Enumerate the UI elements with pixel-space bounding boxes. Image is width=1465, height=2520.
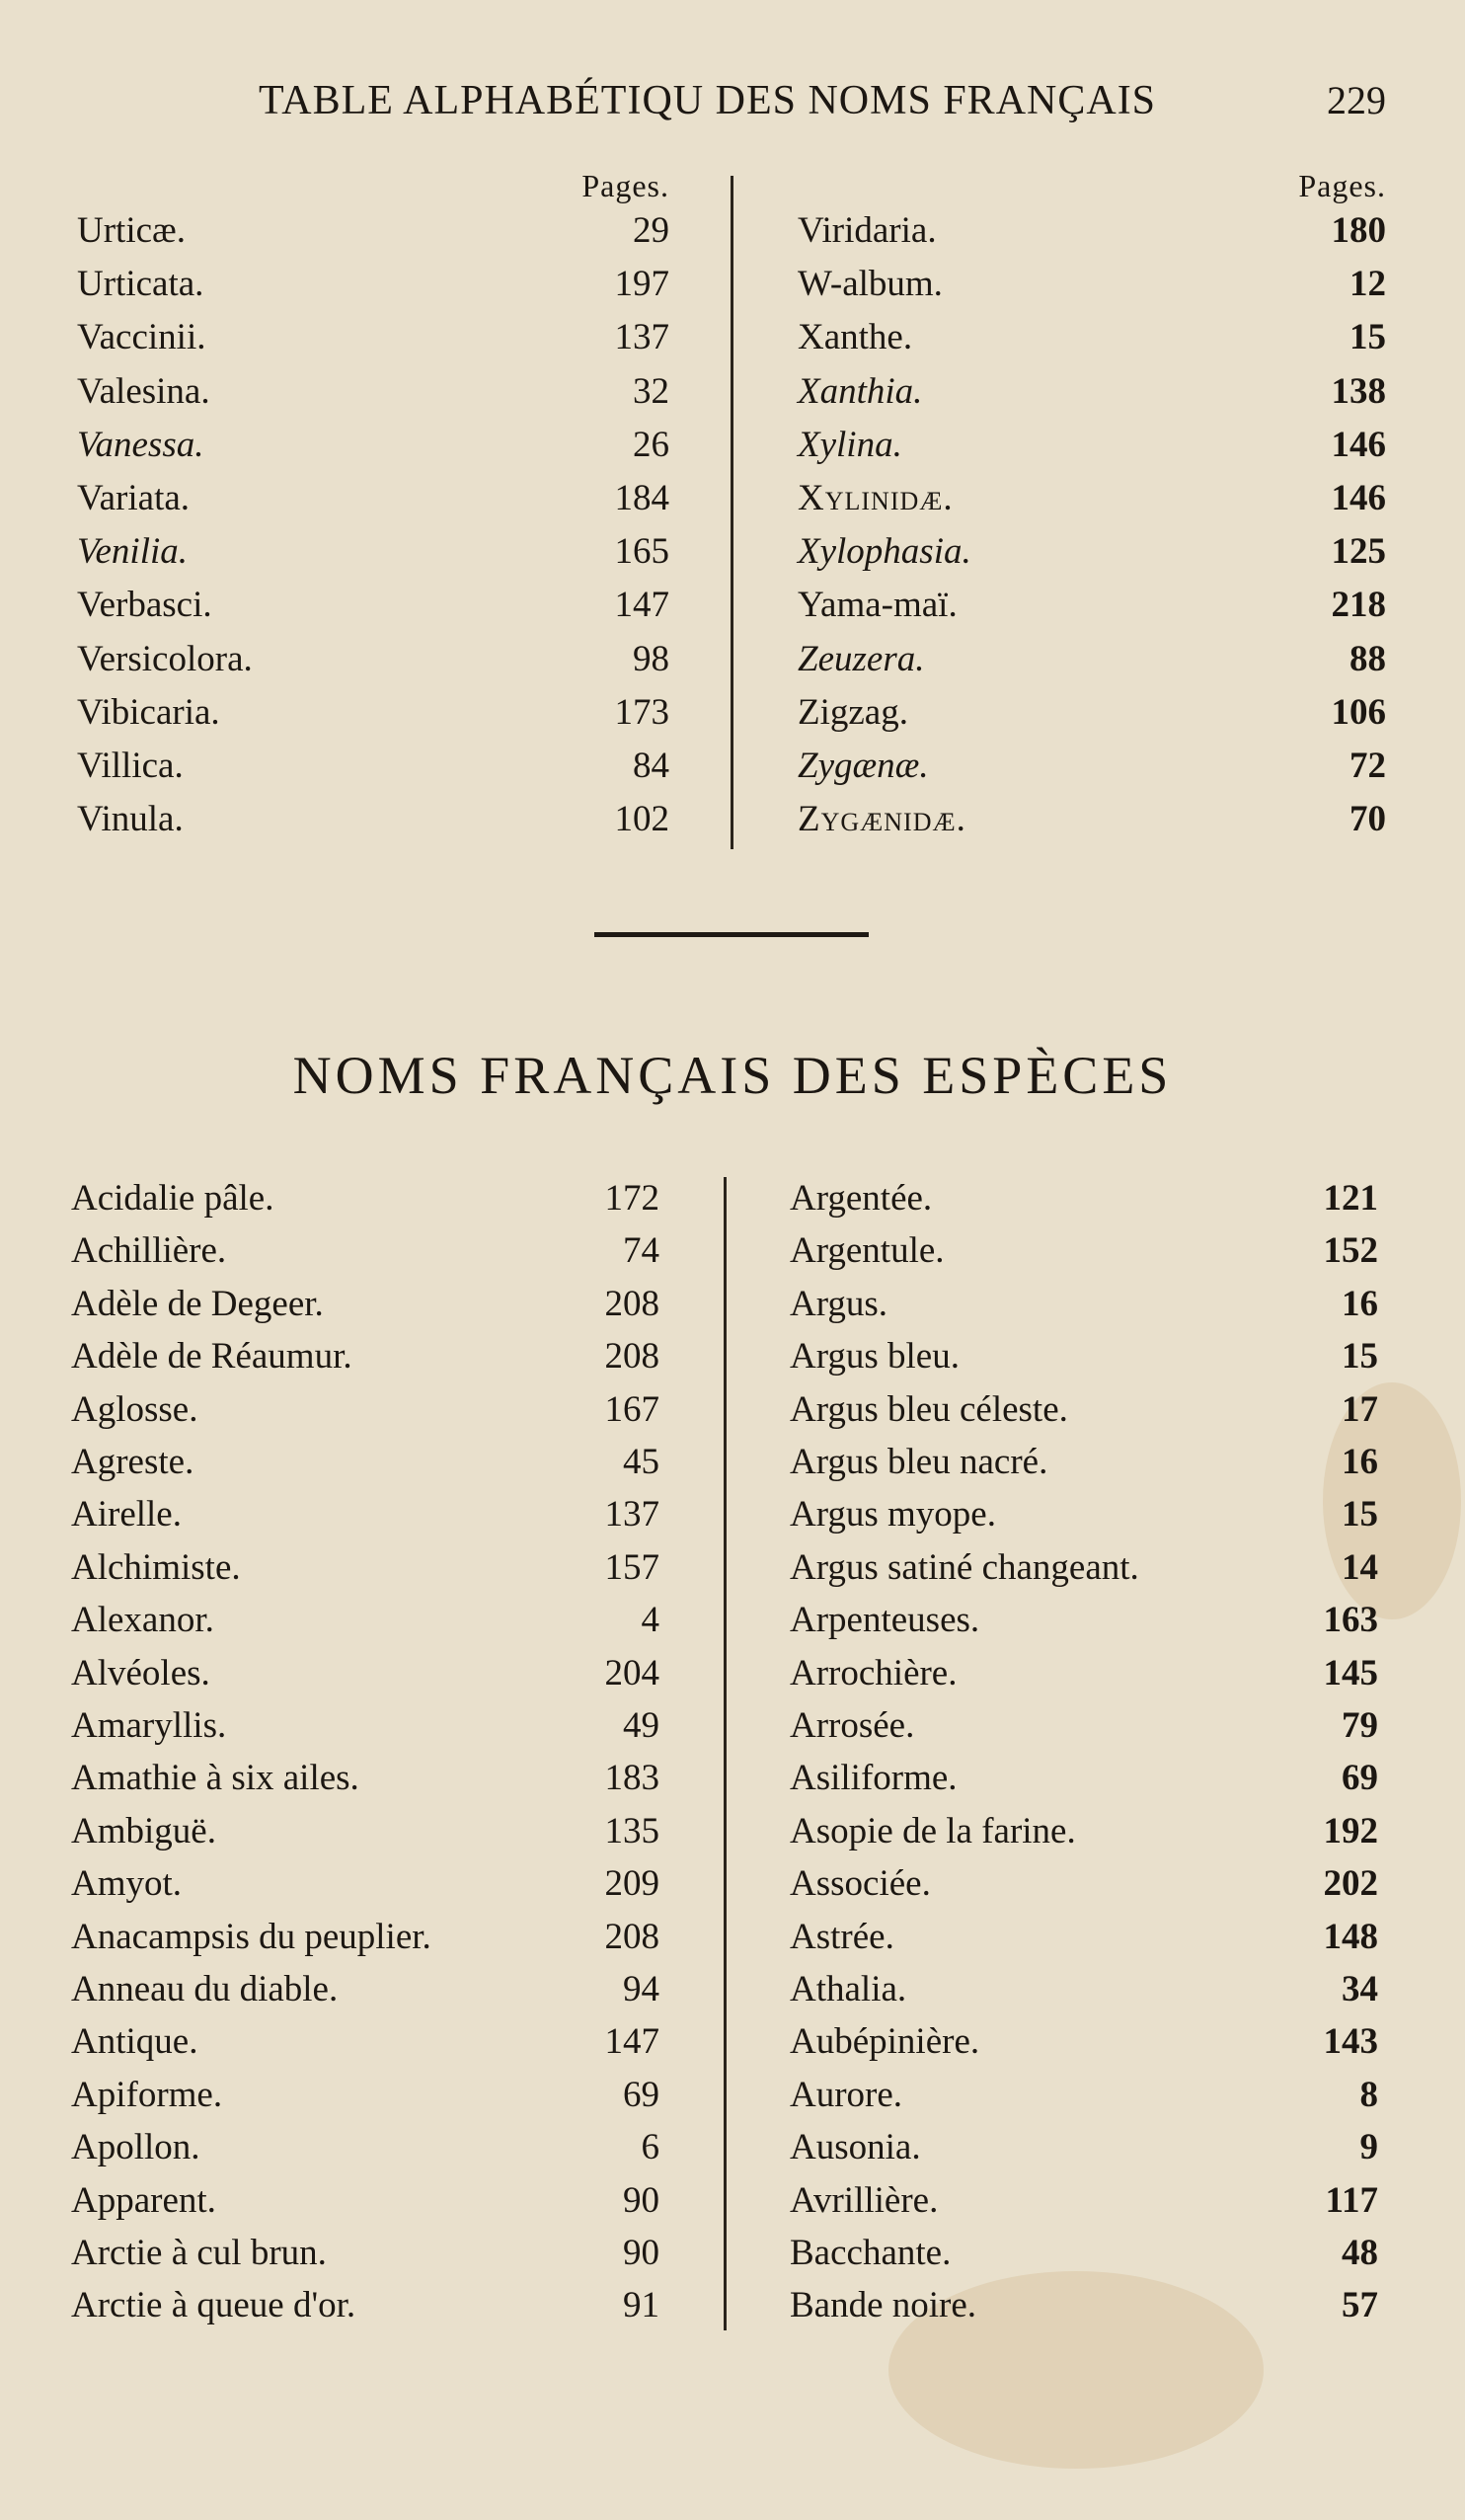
entry-name: Vanessa. bbox=[77, 424, 204, 465]
top-table-right-column bbox=[798, 168, 1386, 859]
index-entry bbox=[71, 1599, 659, 1652]
entry-page-number: 121 bbox=[1323, 1178, 1378, 1219]
entry-name: Bacchante. bbox=[790, 2233, 952, 2273]
index-entry bbox=[790, 2074, 1378, 2127]
entry-name: Acidalie pâle. bbox=[71, 1178, 274, 1219]
entry-name: Ambiguë. bbox=[71, 1810, 216, 1851]
index-entry bbox=[790, 2232, 1378, 2285]
entry-name: Aglosse. bbox=[71, 1388, 198, 1430]
entry-name: Adèle de Degeer. bbox=[71, 1283, 324, 1324]
entry-name: Urticæ. bbox=[77, 210, 186, 251]
entry-page-number: 147 bbox=[614, 585, 669, 626]
entry-page-number: 143 bbox=[1323, 2021, 1378, 2063]
entry-page-number: 146 bbox=[1331, 478, 1386, 518]
entry-page-number: 125 bbox=[1331, 531, 1386, 573]
index-entry bbox=[790, 1968, 1378, 2021]
index-entry bbox=[790, 1704, 1378, 1758]
entry-page-number: 15 bbox=[1342, 1494, 1378, 1536]
entry-name: Aurore. bbox=[790, 2074, 903, 2115]
entry-name: Vinula. bbox=[77, 799, 184, 840]
entry-page-number: 69 bbox=[1342, 1758, 1378, 1799]
index-entry bbox=[798, 691, 1386, 745]
entry-name: Xylophasia. bbox=[798, 531, 971, 573]
entry-name: Argus bleu céleste. bbox=[790, 1388, 1068, 1430]
entry-page-number: 8 bbox=[1359, 2074, 1378, 2115]
entry-page-number: 145 bbox=[1323, 1652, 1378, 1693]
entry-page-number: 157 bbox=[604, 1546, 659, 1588]
entry-page-number: 91 bbox=[623, 2285, 659, 2326]
entry-name: Asopie de la farine. bbox=[790, 1810, 1076, 1851]
index-entry bbox=[77, 530, 669, 584]
entry-name: Zygænæ. bbox=[798, 746, 929, 786]
index-entry bbox=[71, 1757, 659, 1810]
entry-name: Argus bleu. bbox=[790, 1336, 960, 1378]
index-entry bbox=[790, 2126, 1378, 2179]
entry-name: Xylinidæ. bbox=[798, 478, 954, 518]
index-entry bbox=[798, 263, 1386, 316]
index-entry bbox=[77, 370, 669, 424]
index-entry bbox=[798, 798, 1386, 851]
entry-name: Apollon. bbox=[71, 2127, 200, 2168]
index-entry bbox=[798, 638, 1386, 691]
running-header bbox=[0, 77, 1465, 146]
pages-label: Pages. bbox=[581, 168, 669, 203]
entry-page-number: 72 bbox=[1349, 746, 1386, 786]
entry-name: Xylina. bbox=[798, 424, 902, 465]
running-title: TABLE ALPHABÉTIQU DES NOMS FRANÇAIS bbox=[259, 78, 1157, 123]
entry-name: Bande noire. bbox=[790, 2285, 977, 2326]
entry-page-number: 137 bbox=[614, 317, 669, 358]
index-entry bbox=[790, 2284, 1378, 2337]
index-entry bbox=[790, 1335, 1378, 1388]
entry-page-number: 148 bbox=[1323, 1916, 1378, 1957]
index-entry bbox=[798, 424, 1386, 477]
entry-page-number: 57 bbox=[1342, 2285, 1378, 2326]
entry-page-number: 90 bbox=[623, 2233, 659, 2273]
index-entry bbox=[790, 1599, 1378, 1652]
entry-name: Athalia. bbox=[790, 1969, 907, 2009]
bottom-column-divider bbox=[724, 1177, 727, 2330]
entry-name: W-album. bbox=[798, 264, 943, 305]
entry-name: Vibicaria. bbox=[77, 691, 220, 733]
entry-name: Zygænidæ. bbox=[798, 799, 966, 840]
entry-page-number: 26 bbox=[633, 424, 669, 465]
pages-label: Pages. bbox=[1298, 168, 1386, 203]
entry-name: Versicolora. bbox=[77, 638, 253, 679]
entry-page-number: 218 bbox=[1331, 585, 1386, 626]
entry-page-number: 209 bbox=[604, 1863, 659, 1905]
entry-name: Argus satiné changeant. bbox=[790, 1546, 1139, 1588]
entry-page-number: 172 bbox=[604, 1178, 659, 1219]
index-entry bbox=[790, 2179, 1378, 2233]
entry-name: Antique. bbox=[71, 2021, 198, 2063]
entry-page-number: 94 bbox=[623, 1969, 659, 2009]
index-entry bbox=[71, 1388, 659, 1442]
entry-name: Arpenteuses. bbox=[790, 1600, 980, 1641]
entry-name: Argus. bbox=[790, 1283, 888, 1324]
entry-page-number: 15 bbox=[1349, 317, 1386, 358]
index-entry bbox=[790, 1652, 1378, 1705]
index-entry bbox=[790, 1283, 1378, 1336]
entry-page-number: 138 bbox=[1331, 370, 1386, 412]
entry-name: Alvéoles. bbox=[71, 1652, 210, 1693]
entry-page-number: 102 bbox=[614, 799, 669, 840]
entry-page-number: 16 bbox=[1342, 1283, 1378, 1324]
entry-page-number: 197 bbox=[614, 264, 669, 305]
index-entry bbox=[77, 691, 669, 745]
index-entry bbox=[77, 263, 669, 316]
index-entry bbox=[77, 209, 669, 263]
entry-name: Astrée. bbox=[790, 1916, 894, 1957]
entry-name: Verbasci. bbox=[77, 585, 212, 626]
entry-name: Urticata. bbox=[77, 264, 204, 305]
entry-name: Amaryllis. bbox=[71, 1705, 227, 1746]
entry-page-number: 147 bbox=[604, 2021, 659, 2063]
index-entry bbox=[798, 370, 1386, 424]
index-entry bbox=[790, 1862, 1378, 1916]
entry-name: Variata. bbox=[77, 478, 191, 518]
entry-page-number: 29 bbox=[633, 210, 669, 251]
entry-name: Anneau du diable. bbox=[71, 1969, 339, 2009]
entry-name: Arrochière. bbox=[790, 1652, 958, 1693]
entry-name: Ausonia. bbox=[790, 2127, 921, 2168]
entry-page-number: 4 bbox=[641, 1600, 659, 1641]
entry-name: Amyot. bbox=[71, 1863, 183, 1905]
entry-name: Valesina. bbox=[77, 370, 210, 412]
bottom-table-right-column bbox=[790, 1171, 1378, 2346]
entry-page-number: 137 bbox=[604, 1494, 659, 1536]
entry-name: Avrillière. bbox=[790, 2179, 939, 2221]
entry-name: Agreste. bbox=[71, 1442, 194, 1482]
index-entry bbox=[71, 1968, 659, 2021]
entry-name: Argus bleu nacré. bbox=[790, 1442, 1048, 1482]
index-entry bbox=[71, 2020, 659, 2074]
entry-name: Argentule. bbox=[790, 1230, 945, 1272]
entry-page-number: 208 bbox=[604, 1916, 659, 1957]
entry-name: Argentée. bbox=[790, 1178, 933, 1219]
entry-page-number: 70 bbox=[1349, 799, 1386, 840]
entry-page-number: 152 bbox=[1323, 1230, 1378, 1272]
entry-page-number: 17 bbox=[1342, 1388, 1378, 1430]
entry-page-number: 165 bbox=[614, 531, 669, 573]
entry-name: Arrosée. bbox=[790, 1705, 915, 1746]
index-entry bbox=[798, 530, 1386, 584]
section-title: NOMS FRANÇAIS DES ESPÈCES bbox=[292, 1046, 1173, 1105]
page-number: 229 bbox=[1327, 78, 1386, 122]
index-entry bbox=[790, 1441, 1378, 1494]
top-table-left-column bbox=[77, 168, 669, 859]
index-entry bbox=[798, 316, 1386, 369]
entry-name: Apparent. bbox=[71, 2179, 216, 2221]
entry-name: Zigzag. bbox=[798, 691, 908, 733]
entry-page-number: 49 bbox=[623, 1705, 659, 1746]
entry-page-number: 48 bbox=[1342, 2233, 1378, 2273]
entry-page-number: 45 bbox=[623, 1442, 659, 1482]
index-entry bbox=[790, 1493, 1378, 1546]
entry-page-number: 15 bbox=[1342, 1336, 1378, 1378]
entry-page-number: 202 bbox=[1323, 1863, 1378, 1905]
entry-page-number: 98 bbox=[633, 638, 669, 679]
index-entry bbox=[77, 584, 669, 637]
entry-name: Xanthia. bbox=[798, 370, 923, 412]
entry-name: Yama-maï. bbox=[798, 585, 958, 626]
entry-name: Achillière. bbox=[71, 1230, 227, 1272]
index-entry bbox=[77, 745, 669, 798]
entry-name: Associée. bbox=[790, 1863, 931, 1905]
entry-page-number: 84 bbox=[633, 746, 669, 786]
entry-name: Venilia. bbox=[77, 531, 189, 573]
entry-name: Alexanor. bbox=[71, 1600, 214, 1641]
section-rule bbox=[594, 932, 869, 937]
index-entry bbox=[71, 2074, 659, 2127]
entry-name: Apiforme. bbox=[71, 2074, 223, 2115]
index-entry bbox=[790, 1546, 1378, 1600]
index-entry bbox=[77, 477, 669, 530]
entry-page-number: 9 bbox=[1359, 2127, 1378, 2168]
index-entry bbox=[71, 2179, 659, 2233]
index-entry bbox=[77, 424, 669, 477]
index-entry bbox=[71, 1704, 659, 1758]
entry-page-number: 106 bbox=[1331, 691, 1386, 733]
index-entry bbox=[790, 1916, 1378, 1969]
entry-name: Aubépinière. bbox=[790, 2021, 980, 2063]
entry-name: Alchimiste. bbox=[71, 1546, 241, 1588]
index-entry bbox=[77, 638, 669, 691]
index-entry bbox=[71, 2284, 659, 2337]
entry-page-number: 180 bbox=[1331, 210, 1386, 251]
entry-name: Argus myope. bbox=[790, 1494, 996, 1536]
entry-page-number: 173 bbox=[614, 691, 669, 733]
entry-page-number: 14 bbox=[1342, 1546, 1378, 1588]
index-entry bbox=[798, 584, 1386, 637]
entry-page-number: 6 bbox=[641, 2127, 659, 2168]
entry-name: Arctie à queue d'or. bbox=[71, 2285, 356, 2326]
index-entry bbox=[798, 477, 1386, 530]
entry-name: Asiliforme. bbox=[790, 1758, 958, 1799]
top-column-divider bbox=[731, 176, 733, 849]
entry-page-number: 184 bbox=[614, 478, 669, 518]
entry-page-number: 135 bbox=[604, 1810, 659, 1851]
index-entry bbox=[790, 1810, 1378, 1863]
entry-page-number: 163 bbox=[1323, 1600, 1378, 1641]
entry-name: Amathie à six ailes. bbox=[71, 1758, 359, 1799]
entry-page-number: 192 bbox=[1323, 1810, 1378, 1851]
index-entry bbox=[790, 1177, 1378, 1230]
index-entry bbox=[71, 1810, 659, 1863]
index-entry bbox=[71, 2126, 659, 2179]
bottom-table-left-column bbox=[71, 1171, 659, 2346]
index-entry bbox=[71, 1283, 659, 1336]
entry-page-number: 32 bbox=[633, 370, 669, 412]
index-entry bbox=[790, 2020, 1378, 2074]
index-entry bbox=[77, 798, 669, 851]
index-entry bbox=[790, 1229, 1378, 1283]
index-entry bbox=[790, 1757, 1378, 1810]
entry-page-number: 183 bbox=[604, 1758, 659, 1799]
index-entry bbox=[71, 1177, 659, 1230]
index-entry bbox=[77, 316, 669, 369]
entry-page-number: 90 bbox=[623, 2179, 659, 2221]
entry-name: Airelle. bbox=[71, 1494, 182, 1536]
index-entry bbox=[71, 1862, 659, 1916]
entry-name: Adèle de Réaumur. bbox=[71, 1336, 352, 1378]
entry-page-number: 34 bbox=[1342, 1969, 1378, 2009]
index-entry bbox=[798, 745, 1386, 798]
index-entry bbox=[71, 2232, 659, 2285]
entry-page-number: 12 bbox=[1349, 264, 1386, 305]
entry-page-number: 167 bbox=[604, 1388, 659, 1430]
entry-name: Anacampsis du peuplier. bbox=[71, 1916, 431, 1957]
entry-page-number: 69 bbox=[623, 2074, 659, 2115]
entry-page-number: 16 bbox=[1342, 1442, 1378, 1482]
index-entry bbox=[71, 1229, 659, 1283]
index-entry bbox=[790, 1388, 1378, 1442]
index-entry bbox=[71, 1652, 659, 1705]
entry-name: Zeuzera. bbox=[798, 638, 925, 679]
entry-name: Vaccinii. bbox=[77, 317, 206, 358]
entry-name: Xanthe. bbox=[798, 317, 913, 358]
entry-name: Arctie à cul brun. bbox=[71, 2233, 327, 2273]
entry-page-number: 208 bbox=[604, 1283, 659, 1324]
index-entry bbox=[798, 209, 1386, 263]
index-entry bbox=[71, 1493, 659, 1546]
index-entry bbox=[71, 1546, 659, 1600]
entry-name: Viridaria. bbox=[798, 210, 937, 251]
entry-page-number: 146 bbox=[1331, 424, 1386, 465]
entry-name: Villica. bbox=[77, 746, 184, 786]
entry-page-number: 204 bbox=[604, 1652, 659, 1693]
entry-page-number: 117 bbox=[1325, 2179, 1378, 2221]
index-entry bbox=[71, 1441, 659, 1494]
entry-page-number: 74 bbox=[623, 1230, 659, 1272]
entry-page-number: 208 bbox=[604, 1336, 659, 1378]
index-entry bbox=[71, 1335, 659, 1388]
entry-page-number: 79 bbox=[1342, 1705, 1378, 1746]
index-entry bbox=[71, 1916, 659, 1969]
entry-page-number: 88 bbox=[1349, 638, 1386, 679]
